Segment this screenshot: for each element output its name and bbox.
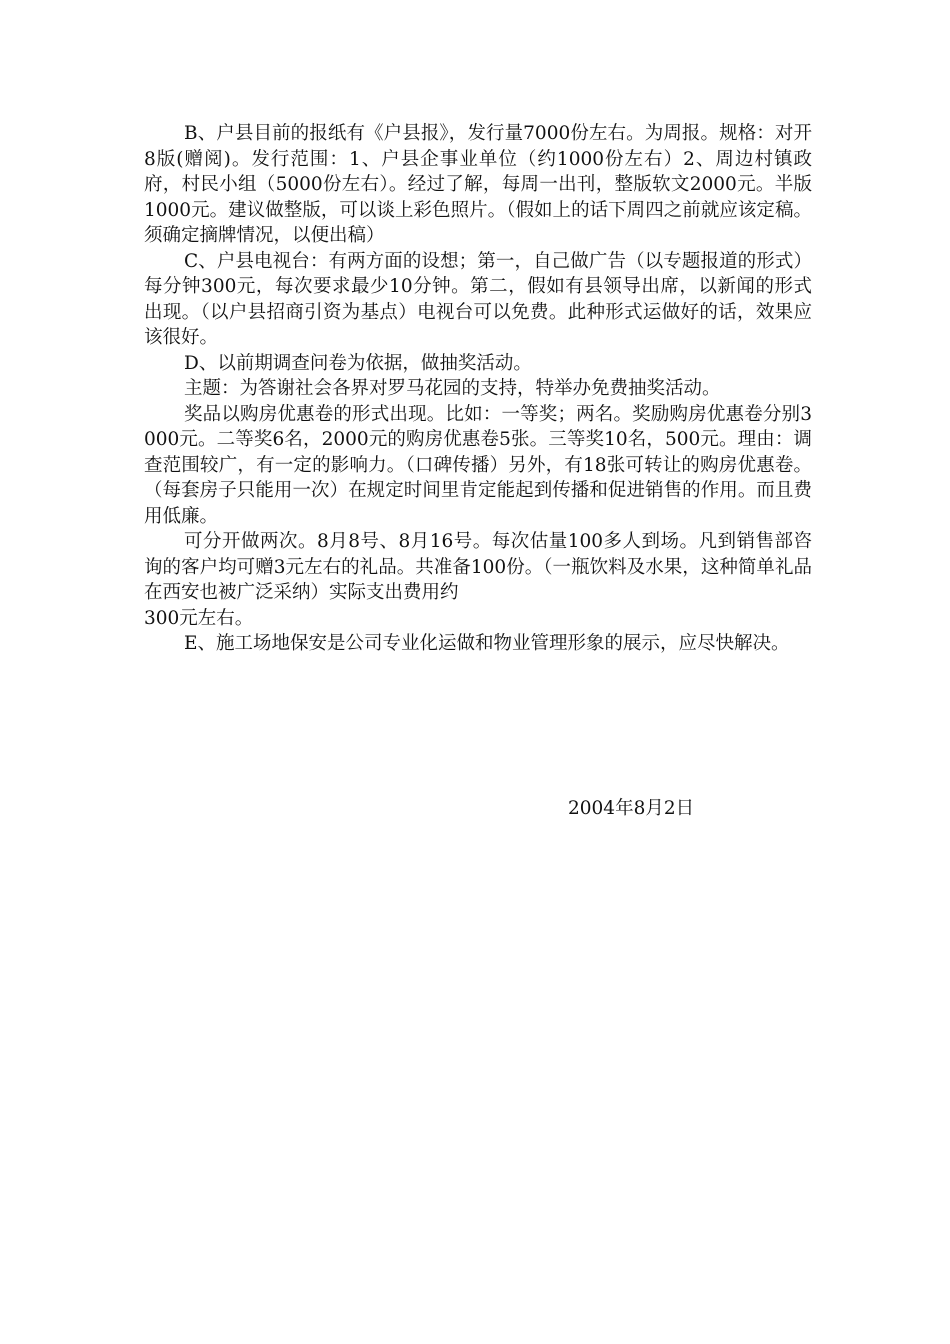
paragraph-lottery-intro: D、以前期调查问卷为依据，做抽奖活动。 — [184, 352, 532, 374]
paragraph-tv-station: C、户县电视台：有两方面的设想；第一，自己做广告（以专题报道的形式）每分钟300元，每次要求最少10分钟。第二，假如有县领导出席，以新闻的形式出现。（以户县招商引资为基点）电视台可以免费。此种形式运做好的话，效果应该很好。 — [144, 250, 812, 348]
paragraph-cost: 300元左右。 — [144, 607, 254, 629]
paragraph-prizes: 奖品以购房优惠卷的形式出现。比如：一等奖；两名。奖励购房优惠卷分别3000元。二等奖6名，2000元的购房优惠卷5张。三等奖10名，500元。理由：调查范围较广，有一定的影响力。（口碑传播）另外，有18张可转让的购房优惠卷。（每套房子只能用一次）在规定时间里肯定能起到传播和促进销售的作用。而且费用低廉。 — [144, 403, 812, 527]
paragraph-schedule: 可分开做两次。8月8号、8月16号。每次估量100多人到场。凡到销售部咨询的客户均可赠3元左右的礼品。共准备100份。（一瓶饮料及水果，这种简单礼品在西安也被广泛采纳）实际支出费用约 — [144, 531, 812, 603]
document-date: 2004年8月2日 — [568, 798, 695, 819]
paragraph-security: E、施工场地保安是公司专业化运做和物业管理形象的展示，应尽快解决。 — [184, 633, 790, 654]
paragraph-theme: 主题：为答谢社会各界对罗马花园的支持，特举办免费抽奖活动。 — [184, 378, 721, 399]
document-body — [144, 121, 812, 657]
paragraph-newspaper: B、户县目前的报纸有《户县报》，发行量7000份左右。为周报。规格：对开8版(赠阅)。发行范围：1、户县企事业单位（约1000份左右）2、周边村镇政府，村民小组（5000份左右）。经过了解，每周一出刊，整版软文2000元。半版1000元。建议做整版，可以谈上彩色照片。（假如上的话下周四之前就应该定稿。须确定摘牌情况，以便出稿） — [144, 123, 812, 246]
